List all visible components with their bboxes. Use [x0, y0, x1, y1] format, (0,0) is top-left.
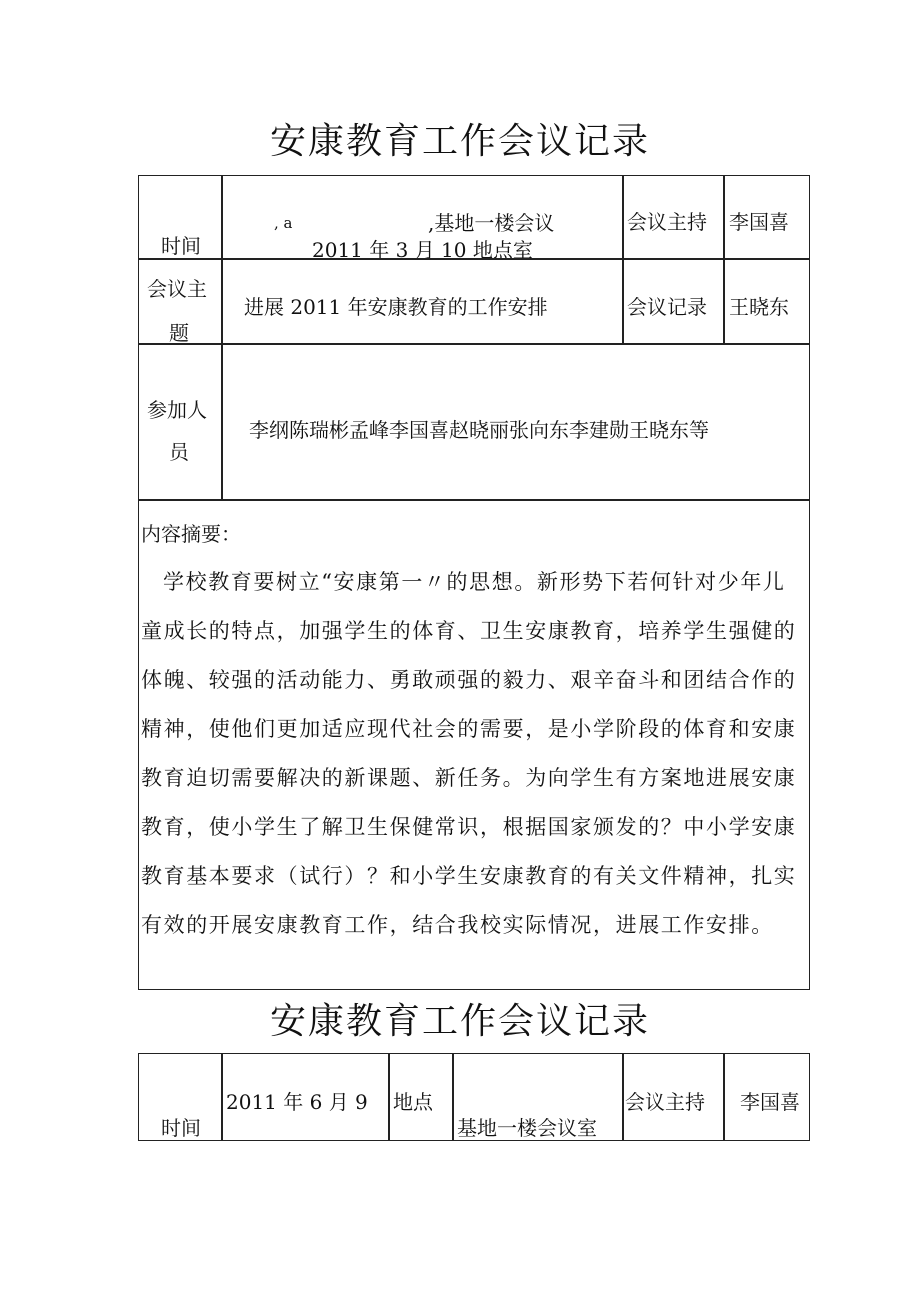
participants-label-line-2: 员: [169, 440, 189, 464]
participants-label-line-1: 参加人: [147, 398, 207, 422]
host-value: 李国喜: [729, 210, 789, 234]
recorder-label-cell: [622, 258, 725, 345]
participants-value-cell: [221, 343, 810, 501]
location-label: 地点: [393, 1090, 433, 1114]
recorder-value: 王晓东: [729, 295, 789, 319]
time-label: 时间: [161, 234, 201, 258]
topic-label-cell: [138, 258, 223, 345]
host-label: 会议主持: [627, 210, 707, 234]
topic-value: 进展 2011 年安康教育的工作安排: [244, 295, 548, 319]
summary-label: 内容摘要：: [141, 522, 241, 546]
time-value: 2011 年 6 月 9: [226, 1090, 368, 1114]
summary-line: 教育基本要求（试行）？和小学生安康教育的有关文件精神，扎实: [141, 864, 797, 888]
time-label-cell: [138, 175, 223, 260]
time-location-cell: [221, 175, 624, 260]
summary-line: 体魄、较强的活动能力、勇敢顽强的毅力、艰辛奋斗和团结合作的: [141, 668, 797, 692]
summary-line: 有效的开展安康教育工作，结合我校实际情况，进展工作安排。: [141, 913, 774, 937]
recorder-value-cell: [723, 258, 810, 345]
time-value: 2011 年 3 月 10 地点室: [312, 238, 533, 262]
topic-label-line-1: 会议主: [147, 277, 207, 301]
participants-label-cell: [138, 343, 223, 501]
host-value-cell: [723, 175, 810, 260]
page-title: 安康教育工作会议记录: [269, 1001, 650, 1042]
participants-value: 李纲陈瑞彬孟峰李国喜赵晓丽张向东李建勋王晓东等: [249, 418, 709, 442]
summary-line: 学校教育要树立“安康第一〃的思想。新形势下若何针对少年儿: [163, 570, 786, 594]
location-label-cell: [388, 1053, 454, 1141]
location-fragment: ,基地一楼会议: [428, 211, 555, 235]
host-value-cell: [723, 1053, 810, 1141]
topic-value-cell: [221, 258, 624, 345]
host-label: 会议主持: [625, 1090, 705, 1114]
host-label-cell: [622, 1053, 725, 1141]
summary-line: 教育，使小学生了解卫生保健常识，根据国家颁发的？中小学安康: [141, 815, 797, 839]
summary-line: 精神，使他们更加适应现代社会的需要，是小学阶段的体育和安康: [141, 717, 797, 741]
recorder-label: 会议记录: [627, 295, 707, 319]
summary-line: 教育迫切需要解决的新课题、新任务。为向学生有方案地进展安康: [141, 766, 797, 790]
page-title: 安康教育工作会议记录: [269, 121, 650, 162]
time-label-cell: [138, 1053, 223, 1141]
location-value-cell: [452, 1053, 624, 1141]
location-value: 基地一楼会议室: [457, 1116, 597, 1140]
time-value-cell: [221, 1053, 390, 1141]
time-label: 时间: [161, 1116, 201, 1140]
host-value: 李国喜: [740, 1090, 800, 1114]
host-label-cell: [622, 175, 725, 260]
topic-label-line-2: 题: [169, 321, 189, 345]
summary-line: 童成长的特点，加强学生的体育、卫生安康教育，培养学生强健的: [141, 619, 797, 643]
time-marks: , a: [274, 214, 293, 232]
